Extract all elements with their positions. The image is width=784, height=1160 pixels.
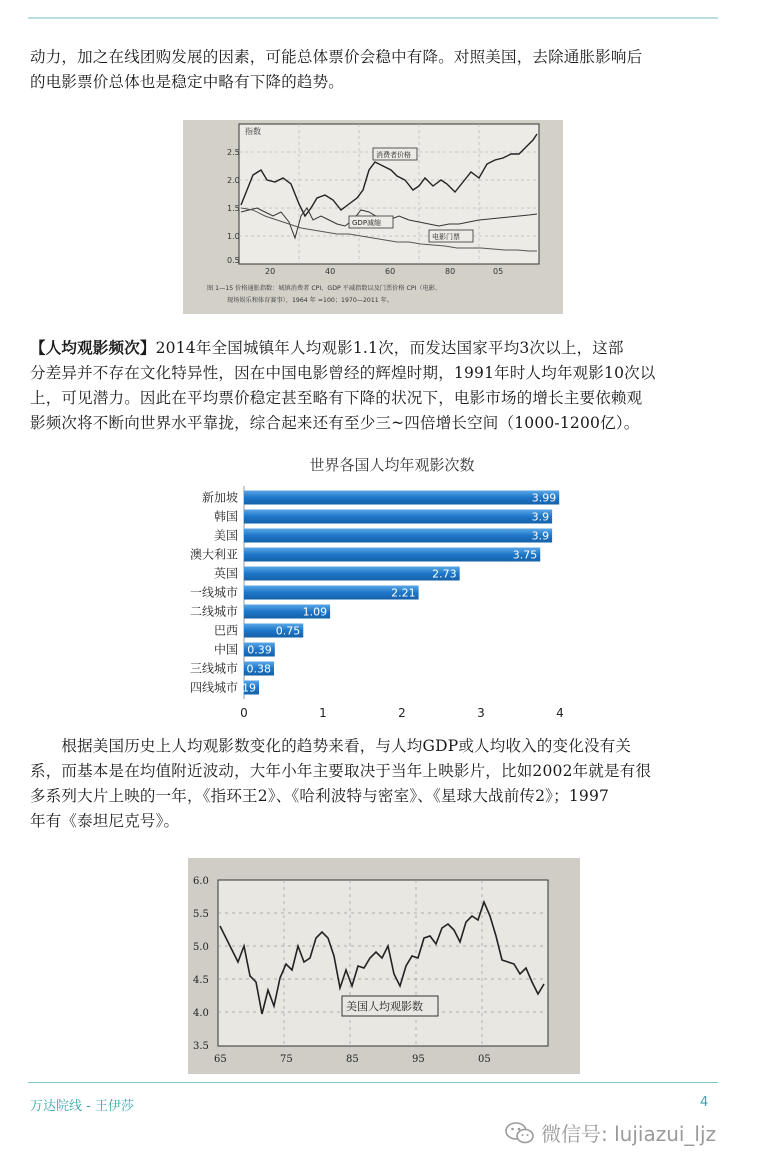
- photo2-legend: 美国人均观影数: [346, 1000, 423, 1013]
- svg-text:05: 05: [493, 267, 504, 276]
- category-label: 新加坡: [201, 490, 238, 505]
- svg-text:4.5: 4.5: [193, 975, 209, 986]
- value-label: 0.38: [246, 662, 272, 676]
- category-label: 三线城市: [189, 661, 238, 676]
- wechat-icon: [505, 1121, 535, 1145]
- x-tick-label: 0: [240, 706, 248, 720]
- watermark-text: 微信号: lujiazui_ljz: [541, 1122, 717, 1146]
- svg-text:95: 95: [412, 1054, 425, 1065]
- paragraph-us-trend: 根据美国历史上人均观影数变化的趋势来看，与人均GDP或人均收入的变化没有关 系，而基本是在均值附近波动，大年小年主要取决于当年上映影片，比如2002年就是有很 多系列大片上映的一年，《指环王2》、《哈利波特与密室》、《星球大战前传2》；1997 年有《泰坦尼克号》。: [30, 737, 652, 830]
- bar: [244, 548, 540, 562]
- svg-text:60: 60: [385, 267, 396, 276]
- category-label: 美国: [213, 528, 238, 543]
- svg-text:65: 65: [214, 1054, 227, 1065]
- header-rule: [28, 17, 718, 19]
- x-tick-label: 3: [477, 706, 485, 720]
- svg-text:4.0: 4.0: [193, 1008, 209, 1019]
- svg-text:80: 80: [445, 267, 456, 276]
- photo1-ylabel: 指数: [245, 127, 261, 136]
- photo1-legend-ticket: 电影门票: [432, 233, 460, 241]
- value-label: 1.09: [302, 605, 328, 619]
- svg-text:5.5: 5.5: [193, 909, 209, 920]
- value-label: 0.19: [231, 681, 257, 695]
- value-label: 3.75: [512, 548, 538, 562]
- photo1-legend-cpi: 消费者价格: [376, 151, 411, 159]
- svg-text:2.5: 2.5: [227, 148, 240, 157]
- bar: [244, 529, 552, 543]
- svg-text:5.0: 5.0: [193, 942, 209, 953]
- x-tick-label: 2: [398, 706, 406, 720]
- svg-text:40: 40: [325, 267, 336, 276]
- svg-text:1.5: 1.5: [227, 204, 240, 213]
- footer-rule: [28, 1082, 718, 1083]
- bar: [244, 491, 559, 505]
- svg-text:0.5: 0.5: [227, 256, 240, 265]
- category-label: 一线城市: [189, 585, 238, 600]
- photo1-legend-gdp: GDP减缩: [352, 219, 382, 227]
- value-label: 0.75: [275, 624, 301, 638]
- value-label: 3.9: [531, 510, 550, 524]
- value-label: 2.73: [432, 567, 457, 581]
- bar-chart: [150, 478, 590, 723]
- value-label: 3.99: [531, 491, 557, 505]
- x-tick-label: 1: [319, 706, 327, 720]
- chart-title: 世界各国人均年观影次数: [309, 456, 475, 474]
- footer-author: 万达院线 - 王伊莎: [30, 1099, 134, 1114]
- svg-text:85: 85: [346, 1054, 359, 1065]
- category-label: 四线城市: [189, 680, 238, 695]
- bar: [244, 510, 552, 524]
- value-label: 0.39: [247, 643, 272, 657]
- paragraph-frequency-heading: 【人均观影频次】: [30, 338, 156, 357]
- price-index-photo: [183, 120, 563, 314]
- svg-text:05: 05: [478, 1054, 491, 1065]
- page-number: 4: [700, 1095, 709, 1110]
- svg-text:2.0: 2.0: [227, 176, 240, 185]
- bar: [244, 567, 460, 581]
- category-label: 韩国: [213, 509, 238, 524]
- svg-text:1.0: 1.0: [227, 232, 240, 241]
- svg-text:20: 20: [265, 267, 276, 276]
- paragraph-frequency: [30, 335, 720, 436]
- x-tick-label: 4: [556, 706, 564, 720]
- svg-text:75: 75: [280, 1054, 293, 1065]
- svg-text:6.0: 6.0: [193, 876, 209, 887]
- category-label: 二线城市: [189, 604, 238, 619]
- wechat-watermark: [505, 1118, 716, 1147]
- us-attendance-photo: [188, 858, 580, 1074]
- value-label: 2.21: [391, 586, 416, 600]
- category-label: 巴西: [213, 623, 238, 638]
- svg-text:3.5: 3.5: [193, 1041, 209, 1052]
- paragraph-frequency-body: 2014年全国城镇年人均观影1.1次，而发达国家平均3次以上，这部 分差异并不存在文化特异性，因在中国电影曾经的辉煌时期，1991年时人均年观影10次以 上，可见潜力。因此在平均票价稳定甚至略有下降的状况下，电影市场的增长主要依赖观 影频次将不断向世界水平靠拢，综合起来还有至少三~四倍增长空间（1000-1200亿）。: [30, 339, 656, 432]
- value-label: 3.9: [531, 529, 550, 543]
- paragraph-ticket-price: 动力，加之在线团购发展的因素，可能总体票价会稳中有降。对照美国，去除通胀影响后 的电影票价总体也是稳定中略有下降的趋势。: [30, 48, 643, 91]
- category-label: 英国: [213, 566, 238, 581]
- category-label: 中国: [213, 642, 238, 657]
- category-label: 澳大利亚: [189, 547, 238, 562]
- photo1-caption-line1: 图 1—15 价格通胀指数：城镇消费者 CPI、GDP 平减指数以及门票价格 CPI（电影、: [207, 285, 442, 292]
- photo1-caption-line2: 现场娱乐和体育赛事），1964 年 =100；1970—2011 年。: [227, 297, 394, 304]
